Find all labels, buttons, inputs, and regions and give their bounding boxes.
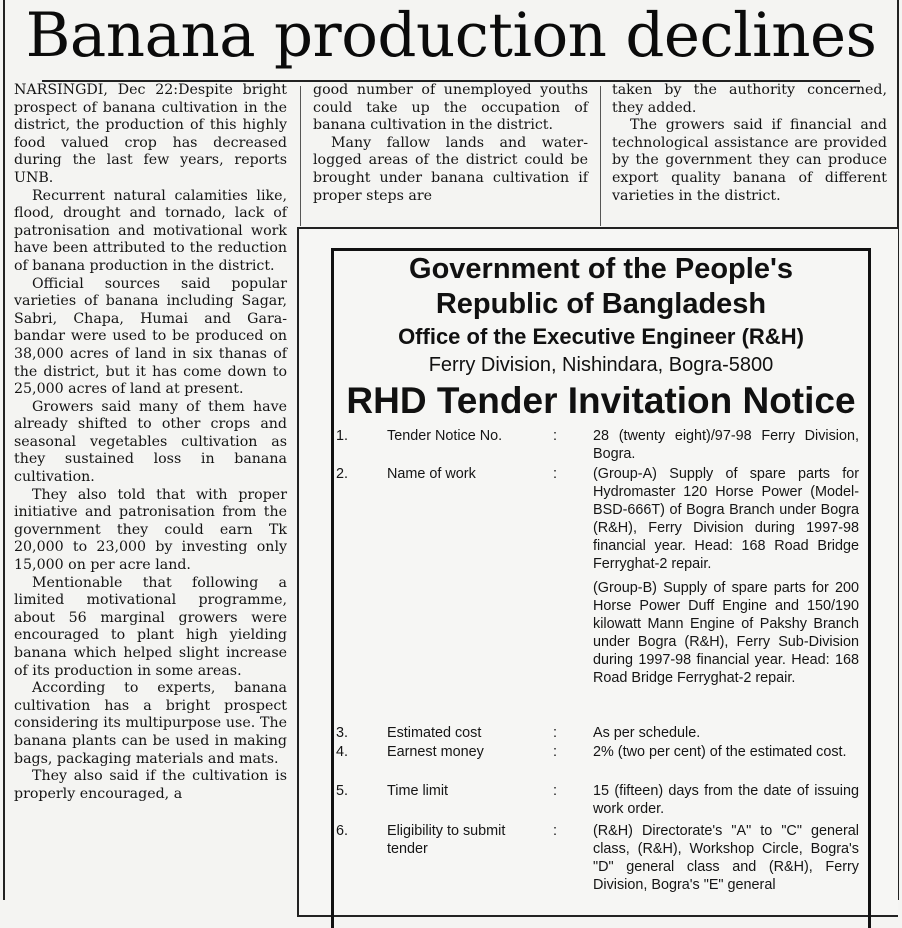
item-value-text: 28 (twenty eight)/97-98 Ferry Division, Bogra.	[593, 428, 859, 462]
item-number: 1.	[336, 428, 349, 444]
article-paragraph: NARSINGDI, Dec 22:Despite bright prospect of banana cultivation in the district, the production of this highly food valued crop has decreased during the last few years, reports UNB.	[14, 82, 287, 186]
item-value	[593, 465, 859, 687]
column-divider	[300, 86, 301, 226]
item-colon: :	[553, 725, 557, 741]
item-colon: :	[553, 744, 557, 760]
item-number: 2.	[336, 466, 349, 482]
article-paragraph: The growers said if financial and technological assistance are provided by the government they can produce export quality banana of different varieties in the district.	[612, 117, 887, 204]
item-number: 3.	[336, 725, 349, 741]
item-label: Eligibility to submit tender	[387, 823, 506, 857]
item-colon: :	[553, 823, 557, 839]
notice-office-line: Office of the Executive Engineer (R&H)	[398, 324, 804, 349]
article-paragraph: Growers said many of them have already shifted to other crops and seasonal vegetables cultivation as they sustained loss in banana cultivation.	[14, 398, 287, 486]
article-paragraph: According to experts, banana cultivation has a bright prospect considering its multipurpose use. The banana plants can be used in making bags, packaging materials and mats.	[14, 680, 287, 767]
item-label: Time limit	[387, 783, 449, 799]
item-label: Tender Notice No.	[387, 428, 503, 444]
article-paragraph: good number of unemployed youths could take up the occupation of banana cultivation in the district.	[313, 82, 588, 134]
item-colon: :	[553, 428, 557, 444]
item-value-text: (Group-B) Supply of spare parts for 200 Horse Power Duff Engine and 150/190 kilowatt Mann Engine of Pakshy Branch under Bogra (R&H), Ferry Sub-Division during 1997-98 financial year. Head: 168 Road Bridge Ferryghat-2 repair.	[593, 580, 859, 686]
article-paragraph: taken by the authority concerned, they added.	[612, 82, 887, 116]
item-value	[593, 743, 859, 761]
article-paragraph: Official sources said popular varieties of banana including Sagar, Sabri, Chapa, Humai and Gara-bandar were used to be produced on 38,000 acres of land in six thanas of the district, but it has come down to 25,000 acres of land at present.	[14, 275, 287, 398]
article-paragraph: They also told that with proper initiative and patronisation from the government they could earn Tk 20,000 to 23,000 by investing only 15,000 on per acre land.	[14, 486, 287, 574]
item-colon: :	[553, 466, 557, 482]
notice-title: RHD Tender Invitation Notice	[346, 380, 856, 421]
item-value	[593, 782, 859, 818]
item-number: 5.	[336, 783, 349, 799]
item-value	[593, 427, 859, 463]
item-label: Name of work	[387, 466, 476, 482]
item-value	[593, 822, 859, 894]
article-column-3	[612, 82, 887, 205]
item-value-text: (R&H) Directorate's "A" to "C" general class, (R&H), Workshop Circle, Bogra's "D" general class and (R&H), Ferry Division, Bogra's "E" general	[593, 823, 859, 893]
item-colon: :	[553, 783, 557, 799]
notice-address-line: Ferry Division, Nishindara, Bogra-5800	[428, 354, 774, 376]
item-value	[593, 724, 859, 742]
notice-government-line: Government of the People's	[409, 253, 793, 285]
item-value-text: (Group-A) Supply of spare parts for Hydromaster 120 Horse Power (Model-BSD-666T) of Bogra Branch under Bogra (R&H), Ferry Division during 1997-98 financial year. Head: 168 Road Bridge Ferryghat-2 repair.	[593, 466, 859, 572]
item-number: 6.	[336, 823, 349, 839]
article-paragraph: Mentionable that following a limited motivational programme, about 56 marginal growers were encouraged to plant high yielding banana which helped slight increase of its production in some areas.	[14, 574, 287, 679]
column-divider	[600, 86, 601, 226]
article-paragraph: They also said if the cultivation is properly encouraged, a	[14, 768, 287, 802]
item-number: 4.	[336, 744, 349, 760]
item-value-text: 15 (fifteen) days from the date of issuing work order.	[593, 783, 859, 817]
article-column-1	[14, 82, 287, 803]
item-value-text: As per schedule.	[593, 725, 701, 741]
item-value-text: 2% (two per cent) of the estimated cost.	[593, 744, 847, 760]
item-label: Earnest money	[387, 744, 484, 760]
notice-republic-line: Republic of Bangladesh	[435, 288, 767, 320]
article-paragraph: Recurrent natural calamities like, flood, drought and tornado, lack of patronisation and motivational work have been attributed to the reduction of banana production in the district.	[14, 187, 287, 274]
item-label: Estimated cost	[387, 725, 482, 741]
article-column-2	[313, 82, 588, 205]
headline: Banana production declines	[25, 0, 877, 71]
article-paragraph: Many fallow lands and water-logged areas of the district could be brought under banana cultivation if proper steps are	[313, 134, 588, 204]
